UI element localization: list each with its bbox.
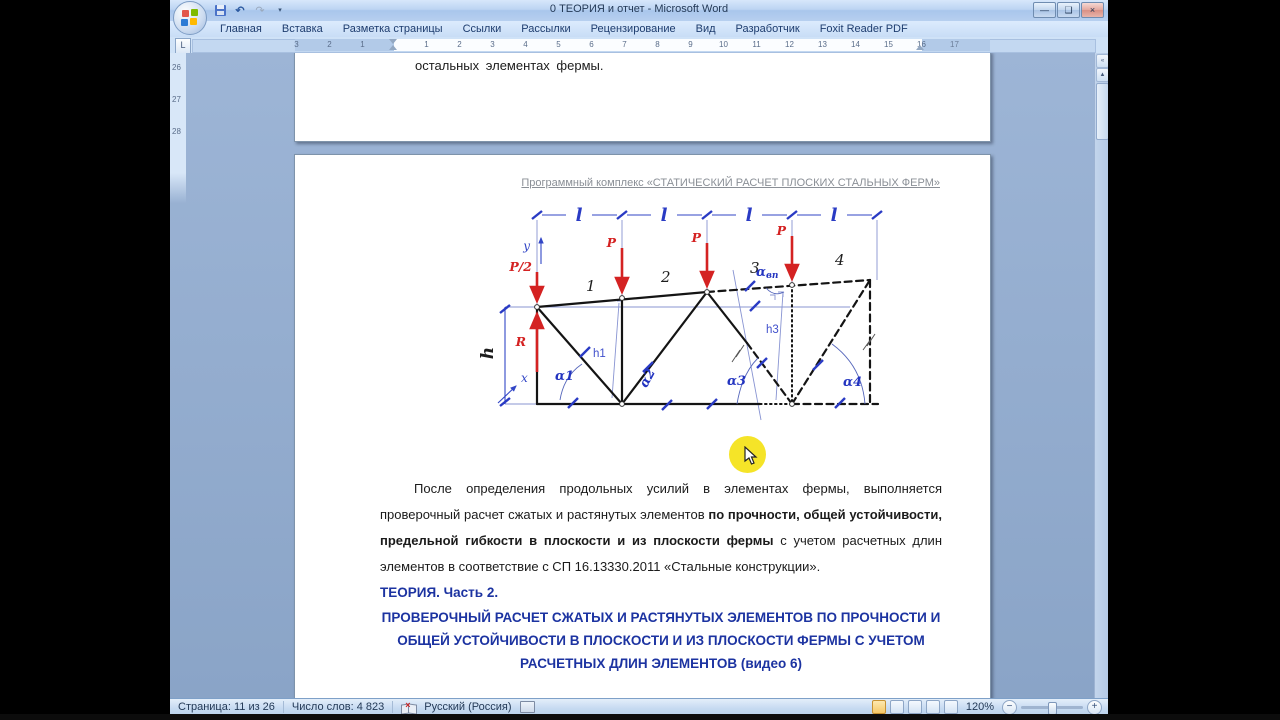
panel-number: 4 xyxy=(835,251,845,269)
heading-line2: ПРОВЕРОЧНЫЙ РАСЧЕТ СЖАТЫХ И РАСТЯНУТЫХ ЭЛЕМЕНТОВ ПО ПРОЧНОСТИ И ОБЩЕЙ УСТОЙЧИВОСТИ В ПЛОСКОСТИ И ИЗ ПЛОСКОСТИ ФЕРМЫ С УЧЕТОМ РАСЧЕТНЫХ ДЛИН ЭЛЕМЕНТОВ (видео 6) xyxy=(381,610,941,671)
h1-label: h1 xyxy=(593,348,606,360)
section-heading xyxy=(380,581,942,675)
horizontal-ruler[interactable] xyxy=(170,37,1108,53)
ruler-number: 9 xyxy=(688,40,693,49)
office-logo-icon xyxy=(181,19,188,26)
ribbon-tab[interactable]: Разметка страницы xyxy=(342,23,443,35)
ruler-number: 14 xyxy=(851,40,860,49)
ruler-number: 11 xyxy=(752,40,761,49)
truss-diagram xyxy=(460,200,900,440)
height-dimension xyxy=(478,305,510,406)
ruler-number: 16 xyxy=(917,40,926,49)
word-count[interactable]: Число слов: 4 823 xyxy=(291,701,385,713)
tab-selector-button[interactable]: L xyxy=(175,38,191,54)
page-header: Программный комплекс «СТАТИЧЕСКИЙ РАСЧЕТ ПЛОСКИХ СТАЛЬНЫХ ФЕРМ» xyxy=(521,177,940,189)
alpha-vp-label: αвп xyxy=(756,265,779,281)
ruler-number: 6 xyxy=(589,40,594,49)
ruler-number: 3 xyxy=(490,40,495,49)
ruler-number: 2 xyxy=(457,40,462,49)
ruler-number: 5 xyxy=(556,40,561,49)
undo-button[interactable]: ↶ xyxy=(235,4,245,17)
construction-lines xyxy=(505,220,877,420)
ruler-number: 8 xyxy=(655,40,660,49)
save-button[interactable] xyxy=(212,3,228,18)
reaction-label: R xyxy=(515,334,526,349)
ruler-margin-numbers xyxy=(280,40,379,49)
vertical-scrollbar[interactable] xyxy=(1094,53,1108,698)
ribbon-tab[interactable]: Вставка xyxy=(281,23,323,35)
ruler-number: 2 xyxy=(327,40,332,49)
right-indent-marker[interactable] xyxy=(916,45,924,50)
span-label: l xyxy=(830,205,838,226)
span-label: l xyxy=(575,205,583,226)
office-button[interactable] xyxy=(173,1,207,35)
status-bar xyxy=(170,698,1108,714)
mouse-cursor-icon xyxy=(744,446,759,466)
page-indicator[interactable]: Страница: 11 из 26 xyxy=(178,701,275,713)
ribbon-tab[interactable]: Вид xyxy=(695,23,716,35)
panel-number: 3 xyxy=(750,259,760,277)
office-logo-icon xyxy=(182,10,189,17)
force-label: P xyxy=(691,230,701,245)
spellcheck-icon[interactable]: × xyxy=(401,702,416,713)
first-line-indent-marker[interactable] xyxy=(389,39,397,44)
view-web-layout-button[interactable] xyxy=(908,700,922,714)
ruler-number: 4 xyxy=(523,40,528,49)
angle-label: α4 xyxy=(843,375,863,390)
collapse-ribbon-icon[interactable]: « xyxy=(1096,54,1108,68)
minimize-button[interactable]: — xyxy=(1033,2,1056,18)
angle-label: α3 xyxy=(727,374,747,389)
h3-label: h3 xyxy=(766,324,779,336)
qat-dropdown-button[interactable]: ▾ xyxy=(278,7,282,14)
break-marks xyxy=(732,334,875,362)
page-current[interactable] xyxy=(294,154,991,698)
zoom-in-button[interactable]: + xyxy=(1087,700,1102,715)
ruler-number: 3 xyxy=(294,40,299,49)
angle-label: α2 xyxy=(636,366,660,391)
span-label: l xyxy=(660,205,668,226)
span-label: l xyxy=(745,205,753,226)
ruler-number: 1 xyxy=(360,40,365,49)
redo-button[interactable]: ↷ xyxy=(255,4,265,17)
ruler-number: 1 xyxy=(424,40,429,49)
ribbon-tab[interactable]: Рецензирование xyxy=(590,23,676,35)
document-area[interactable] xyxy=(170,53,1108,698)
quick-access-toolbar xyxy=(212,2,288,18)
vruler-number: 28 xyxy=(172,127,181,136)
axis-x-label: x xyxy=(521,371,528,385)
zoom-slider-thumb[interactable] xyxy=(1048,702,1057,715)
language-indicator[interactable]: Русский (Россия) xyxy=(424,701,512,713)
truss-members xyxy=(537,280,878,404)
ruler-number: 12 xyxy=(785,40,794,49)
macro-icon[interactable] xyxy=(520,701,535,713)
close-button[interactable]: × xyxy=(1081,2,1104,18)
ribbon-tab[interactable]: Foxit Reader PDF xyxy=(819,23,908,35)
zoom-slider[interactable] xyxy=(1021,706,1083,709)
title-bar[interactable] xyxy=(170,0,1108,22)
ribbon-tab[interactable]: Главная xyxy=(220,23,262,35)
scroll-up-icon[interactable]: ▲ xyxy=(1096,68,1108,82)
force-label: P/2 xyxy=(509,259,532,274)
force-label: P xyxy=(606,235,616,250)
angle-label: α1 xyxy=(555,369,575,384)
ruler-number: 7 xyxy=(622,40,627,49)
ribbon-tab[interactable]: Разработчик xyxy=(735,23,800,35)
paragraph-1 xyxy=(380,476,942,580)
heading-line1: ТЕОРИЯ. Часть 2. xyxy=(380,585,499,600)
ruler-number: 15 xyxy=(884,40,893,49)
ribbon-tab[interactable]: Рассылки xyxy=(521,23,571,35)
ruler-number: 13 xyxy=(818,40,827,49)
status-left xyxy=(178,699,535,714)
view-draft-button[interactable] xyxy=(944,700,958,714)
axis-y-label: y xyxy=(523,239,530,253)
hanging-indent-marker[interactable] xyxy=(389,45,397,50)
view-outline-button[interactable] xyxy=(926,700,940,714)
ruler-numbers xyxy=(410,40,938,49)
status-right xyxy=(872,699,1102,714)
page1-last-line: остальных элементах фермы. xyxy=(415,58,604,73)
zoom-out-button[interactable]: − xyxy=(1002,700,1017,715)
para1-bold: по прочности, общей устойчивости, предельной гибкости в плоскости и из плоскости фермы xyxy=(380,507,942,548)
separator xyxy=(392,701,393,713)
separator xyxy=(283,701,284,713)
panel-number: 2 xyxy=(661,268,671,286)
page-previous[interactable] xyxy=(294,53,991,142)
para1-end: с учетом расчетных длин элементов в соответствие с СП 16.13330.2011 «Стальные конструкции». xyxy=(380,533,942,574)
panel-numbers xyxy=(586,251,845,295)
ribbon-tab[interactable]: Ссылки xyxy=(462,23,502,35)
panel-number: 1 xyxy=(586,277,596,295)
taskbar-strip xyxy=(0,714,1280,720)
height-label: h xyxy=(478,346,498,360)
force-label: P xyxy=(776,223,786,238)
ruler-number-overflow: 17 xyxy=(950,40,959,49)
office-logo-icon xyxy=(190,18,197,25)
vertical-ruler xyxy=(170,53,186,203)
word-window xyxy=(170,0,1108,714)
restore-button[interactable]: ❑ xyxy=(1057,2,1080,18)
office-logo-icon xyxy=(191,9,198,16)
scrollbar-thumb[interactable] xyxy=(1096,83,1108,140)
window-controls xyxy=(1033,2,1104,18)
para1-start: После определения продольных усилий в элементах фермы, выполняется проверочный расчет сжатых и растянутых элементов xyxy=(380,481,942,522)
view-print-layout-button[interactable] xyxy=(872,700,886,714)
view-fullscreen-button[interactable] xyxy=(890,700,904,714)
ribbon-tab-row xyxy=(170,21,1108,38)
vruler-number: 27 xyxy=(172,95,181,104)
ribbon-tabs xyxy=(210,21,918,37)
window-title: 0 ТЕОРИЯ и отчет - Microsoft Word xyxy=(549,3,729,15)
vruler-number: 26 xyxy=(172,63,181,72)
ruler-number: 10 xyxy=(719,40,728,49)
zoom-level[interactable]: 120% xyxy=(965,701,994,713)
save-icon xyxy=(215,5,226,16)
